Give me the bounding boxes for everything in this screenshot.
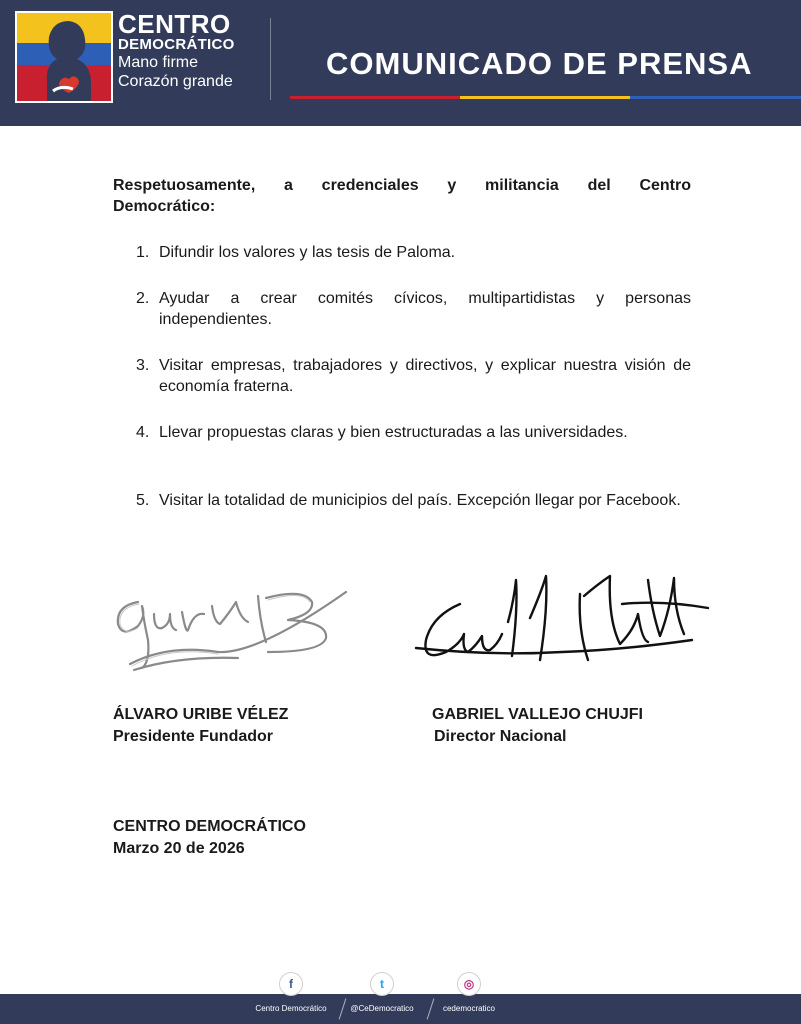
facebook-icon: f: [279, 972, 303, 996]
list-item: [136, 490, 691, 511]
list-number: 1.: [136, 244, 150, 261]
list-text: Visitar la totalidad de municipios del país. Excepción llegar por Facebook.: [159, 492, 681, 509]
signer-title: Presidente Fundador: [113, 728, 274, 745]
social-label: @CeDemocratico: [350, 1004, 414, 1013]
social-label: Centro Democrático: [255, 1004, 327, 1013]
instagram-icon: ◎: [457, 972, 481, 996]
social-twitter[interactable]: [337, 972, 427, 1013]
signer-name: ÁLVARO URIBE VÉLEZ: [113, 706, 289, 723]
slogan-line-2: Corazón grande: [118, 73, 233, 90]
list-item: [136, 355, 691, 397]
intro-line-2: Democrático:: [113, 198, 216, 215]
list-text: Ayudar a crear comités cívicos, multipartidistas y personas independientes.: [159, 290, 691, 328]
list-text: Llevar propuestas claras y bien estructuradas a las universidades.: [159, 424, 628, 441]
list-text: Visitar empresas, trabajadores y directivos, y explicar nuestra visión de economía fraterna.: [159, 357, 691, 395]
header-divider: [270, 18, 271, 100]
flag-bar-red: [290, 96, 460, 99]
page-title: COMUNICADO DE PRENSA: [326, 46, 753, 81]
signer-name: GABRIEL VALLEJO CHUJFI: [432, 706, 643, 723]
signature-right: [412, 560, 712, 685]
signer-title: Director Nacional: [434, 728, 567, 745]
closing-block: [113, 816, 306, 860]
list-number: 5.: [136, 492, 150, 509]
signer-right: [432, 704, 643, 748]
list-number: 4.: [136, 424, 150, 441]
intro-paragraph: [113, 175, 691, 217]
brand-block: [118, 9, 235, 91]
list-number: 2.: [136, 290, 150, 307]
list-number: 3.: [136, 357, 150, 374]
logo-silhouette-icon: [17, 13, 111, 101]
list-item: [136, 422, 691, 443]
brand-name-secondary: DEMOCRÁTICO: [118, 36, 235, 53]
social-label: cedemocratico: [442, 1004, 496, 1013]
flag-bar-blue: [630, 96, 801, 99]
brand-name: CENTRO: [118, 9, 231, 39]
twitter-icon: t: [370, 972, 394, 996]
party-logo: [15, 11, 113, 103]
signature-left: [108, 582, 358, 682]
intro-line-1: Respetuosamente, a credenciales y militancia del Centro: [113, 177, 691, 194]
header-banner: [0, 0, 801, 126]
list-item: [136, 242, 691, 263]
social-facebook[interactable]: [246, 972, 336, 1013]
list-text: Difundir los valores y las tesis de Paloma.: [159, 244, 456, 261]
flag-bar-yellow: [460, 96, 630, 99]
slogan-line-1: Mano firme: [118, 54, 199, 71]
list-item: [136, 288, 691, 330]
closing-org: CENTRO DEMOCRÁTICO: [113, 818, 306, 835]
signer-left: [113, 704, 288, 748]
social-instagram[interactable]: [424, 972, 514, 1013]
closing-date: Marzo 20 de 2026: [113, 840, 245, 857]
